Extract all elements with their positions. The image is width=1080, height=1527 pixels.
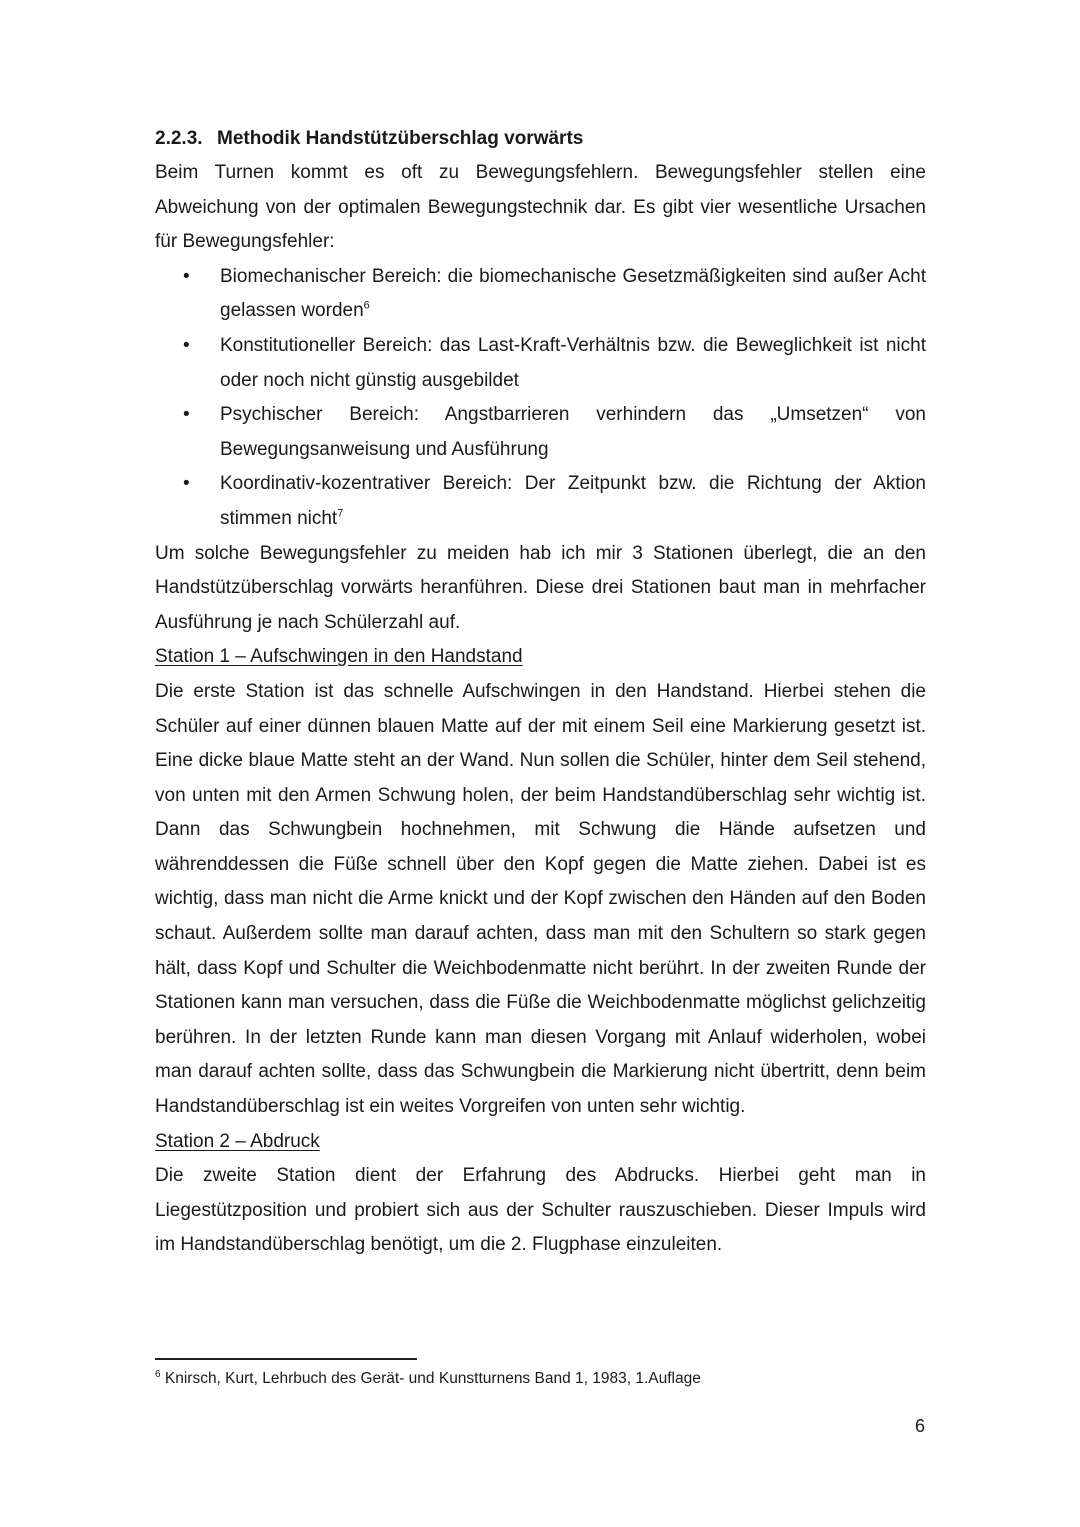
list-item (155, 260, 926, 329)
footnote (155, 1368, 701, 1390)
error-causes-list (155, 260, 926, 537)
list-item-text: Psychischer Bereich: Angstbarrieren verhindern das „Umsetzen“ von Bewegungsanweisung und Ausführung (220, 404, 926, 460)
section-heading (155, 122, 926, 156)
page-number: 6 (914, 1416, 925, 1436)
list-item (155, 329, 926, 398)
bullet-icon: • (183, 265, 190, 287)
footnote-text: Knirsch, Kurt, Lehrbuch des Gerät- und Kunstturnens Band 1, 1983, 1.Auflage (164, 1370, 701, 1387)
list-item-text: Konstitutioneller Bereich: das Last-Kraft-Verhältnis bzw. die Beweglichkeit ist nicht oder noch nicht günstig ausgebildet (220, 334, 926, 391)
section-number: 2.2.3. (155, 128, 203, 149)
list-item (155, 467, 926, 536)
section-title: Methodik Handstützüberschlag vorwärts (217, 128, 584, 149)
footnote-ref[interactable]: 6 (363, 300, 370, 313)
station-2-title: Station 2 – Abdruck (155, 1130, 320, 1152)
footnote-divider (155, 1358, 417, 1360)
intro-paragraph: Beim Turnen kommt es oft zu Bewegungsfehlern. Bewegungsfehler stellen eine Abweichung von der optimalen Bewegungstechnik dar. Es gibt vier wesentliche Ursachen für Bewegungsfehler: (155, 162, 926, 253)
stations-intro-paragraph: Um solche Bewegungsfehler zu meiden hab ich mir 3 Stationen überlegt, die an den Handstützüberschlag vorwärts heranführen. Diese drei Stationen baut man in mehrfacher Ausführung je nach Schülerzahl auf. (155, 542, 926, 633)
list-item-text: Biomechanischer Bereich: die biomechanische Gesetzmäßigkeiten sind außer Acht gelassen worden (220, 265, 926, 322)
bullet-icon: • (183, 404, 190, 426)
station-1-title: Station 1 – Aufschwingen in den Handstand (155, 646, 523, 668)
list-item (155, 398, 926, 467)
page-content (155, 122, 926, 1263)
footnote-ref[interactable]: 7 (337, 507, 344, 520)
list-item-text: Koordinativ-kozentrativer Bereich: Der Zeitpunkt bzw. die Richtung der Aktion stimmen nicht (220, 473, 926, 529)
bullet-icon: • (183, 473, 190, 495)
station-2-paragraph: Die zweite Station dient der Erfahrung des Abdrucks. Hierbei geht man in Liegestützposition und probiert sich aus der Schulter rauszuschieben. Dieser Impuls wird im Handstandüberschlag benötigt, um die 2. Flugphase einzuleiten. (155, 1165, 926, 1256)
footnote-number: 6 (155, 1368, 161, 1380)
station-1-paragraph: Die erste Station ist das schnelle Aufschwingen in den Handstand. Hierbei stehen die Schüler auf einer dünnen blauen Matte auf der mit einem Seil eine Markierung gesetzt ist. Eine dicke blaue Matte steht an der Wand. Nun sollen die Schüler, hinter dem Seil stehend, von unten mit den Armen Schwung holen, der beim Handstandüberschlag sehr wichtig ist. Dann das Schwungbein hochnehmen, mit Schwung die Hände aufsetzen und währenddessen die Füße schnell über den Kopf gegen die Matte ziehen. Dabei ist es wichtig, dass man nicht die Arme knickt und der Kopf zwischen den Händen auf den Boden schaut. Außerdem sollte man darauf achten, dass man mit den Schultern so stark gegen hält, dass Kopf und Schulter die Weichbodenmatte nicht berührt. In der zweiten Runde der Stationen kann man versuchen, dass die Füße die Weichbodenmatte möglichst gelichzeitig berühren. In der letzten Runde kann man diesen Vorgang mit Anlauf widerholen, wobei man darauf achten sollte, dass das Schwungbein die Markierung nicht übertritt, denn beim Handstandüberschlag ist ein weites Vorgreifen von unten sehr wichtig. (155, 680, 926, 1118)
bullet-icon: • (183, 334, 190, 356)
